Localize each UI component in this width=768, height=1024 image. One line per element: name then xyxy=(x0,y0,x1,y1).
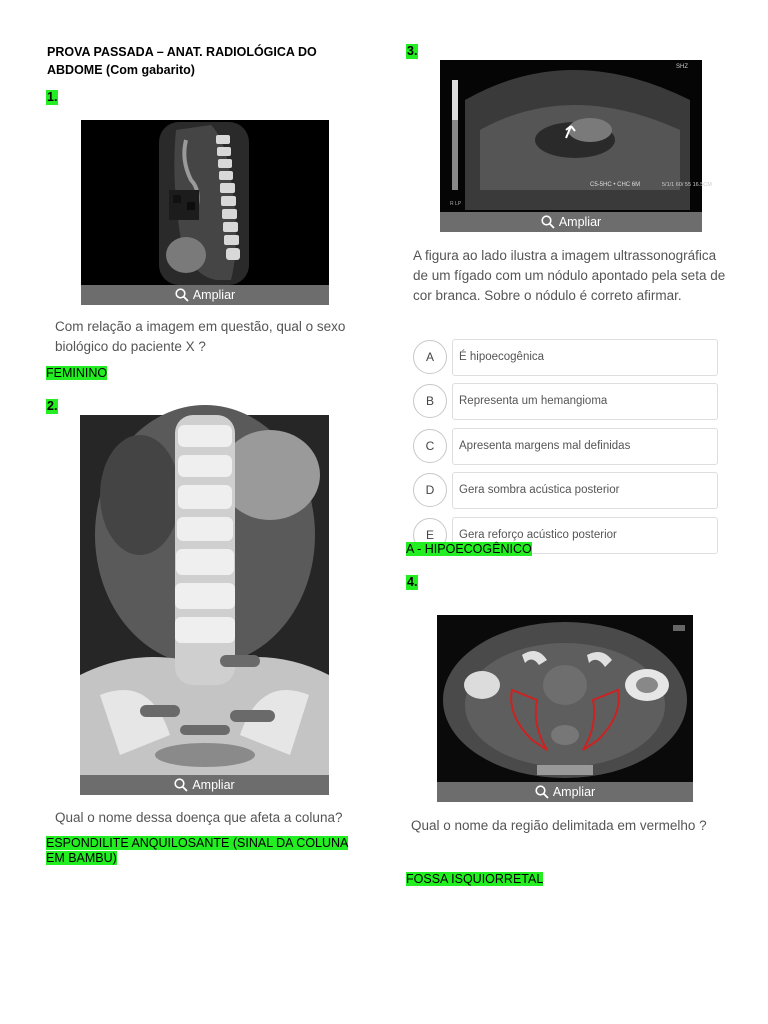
magnifier-icon xyxy=(541,215,555,229)
option-c-letter: C xyxy=(413,429,447,463)
option-c[interactable] xyxy=(413,428,718,465)
question-3-figure xyxy=(440,60,712,232)
option-d[interactable] xyxy=(413,472,718,509)
question-1-figure xyxy=(81,120,329,305)
option-a-text: É hipoecogênica xyxy=(452,339,718,376)
ampliar-button[interactable] xyxy=(437,782,693,802)
question-4-answer xyxy=(406,872,706,887)
option-d-letter: D xyxy=(413,473,447,507)
question-3-number: 3. xyxy=(407,44,418,58)
xray-spine-image xyxy=(80,415,329,775)
question-4-text: Qual o nome da região delimitada em vermelho ? xyxy=(411,818,707,833)
us-bottom-label: C5-5HC • CHC 6M xyxy=(590,182,641,188)
ct-pelvis-image xyxy=(437,615,693,782)
ampliar-label: Ampliar xyxy=(552,785,596,799)
question-1-number: 1. xyxy=(47,90,58,104)
option-a[interactable] xyxy=(413,339,718,376)
question-3-answer xyxy=(406,542,706,557)
question-1-text: Com relação a imagem em questão, qual o sexo biológico do paciente X ? xyxy=(55,319,346,354)
ampliar-button[interactable] xyxy=(440,212,702,232)
us-left-label: R LP xyxy=(450,201,462,207)
question-1-answer xyxy=(46,366,346,381)
question-4-answer-text: FOSSA ISQUIORRETAL xyxy=(406,872,544,886)
us-corner-label: SHZ xyxy=(676,64,688,70)
ampliar-button[interactable] xyxy=(81,285,329,305)
option-c-text: Apresenta margens mal definidas xyxy=(452,428,718,465)
option-b[interactable] xyxy=(413,383,718,420)
document-title: PROVA PASSADA – ANAT. RADIOLÓGICA DO ABDOME (Com gabarito) xyxy=(47,45,317,77)
ampliar-label: Ampliar xyxy=(192,778,235,792)
question-4-number: 4. xyxy=(407,575,418,589)
option-d-text: Gera sombra acústica posterior xyxy=(452,472,718,509)
ampliar-label: Ampliar xyxy=(558,215,602,229)
question-3-options xyxy=(405,336,725,541)
question-2-figure xyxy=(80,415,329,795)
us-side-label: 5/1/1 60/ 55 16.5CM xyxy=(662,182,712,188)
question-2-number: 2. xyxy=(47,399,58,413)
question-2-text: Qual o nome dessa doença que afeta a coluna? xyxy=(55,810,343,825)
ultrasound-liver-image xyxy=(440,60,712,212)
magnifier-icon xyxy=(174,778,188,792)
option-a-letter: A xyxy=(413,340,447,374)
question-1-answer-text: FEMININO xyxy=(46,366,108,380)
question-2-answer xyxy=(46,836,366,866)
option-e-letter: E xyxy=(413,518,447,552)
magnifier-icon xyxy=(535,785,549,799)
question-3-answer-text: A - HIPOECOGÊNICO xyxy=(406,542,532,556)
question-3-text: A figura ao lado ilustra a imagem ultrassonográfica de um fígado com um nódulo apontado pela seta de cor branca. Sobre o nódulo é correto afirmar. xyxy=(413,248,726,303)
magnifier-icon xyxy=(175,288,189,302)
question-2-answer-text: ESPONDILITE ANQUILOSANTE (SINAL DA COLUNA EM BAMBU) xyxy=(46,836,349,865)
option-b-text: Representa um hemangioma xyxy=(452,383,718,420)
ampliar-button[interactable] xyxy=(80,775,329,795)
ampliar-label: Ampliar xyxy=(192,288,236,302)
option-e-text: Gera reforço acústico posterior xyxy=(452,517,718,554)
question-4-figure xyxy=(437,615,693,802)
ct-sagittal-image xyxy=(81,120,329,285)
option-b-letter: B xyxy=(413,384,447,418)
